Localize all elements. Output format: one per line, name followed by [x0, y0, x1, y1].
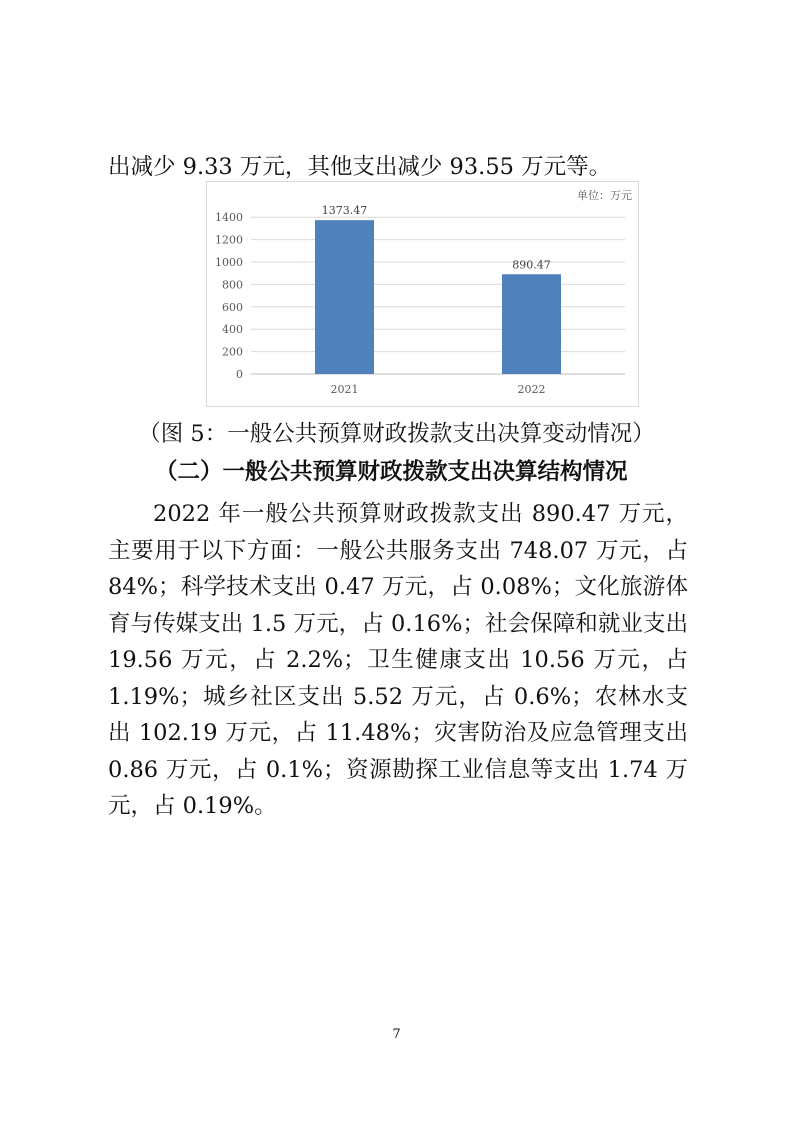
figure-caption: （图 5：一般公共预算财政拨款支出决算变动情况） — [138, 421, 655, 447]
y-tick-label: 600 — [222, 300, 243, 314]
page-number: 7 — [392, 1027, 401, 1042]
unit-label: 单位：万元 — [577, 189, 632, 202]
y-tick-label: 400 — [222, 323, 243, 337]
y-tick-label: 0 — [236, 368, 243, 381]
continuation-paragraph: 出减少 9.33 万元，其他支出减少 93.55 万元等。 — [108, 154, 612, 180]
bar — [315, 220, 374, 374]
bar-chart — [206, 181, 639, 407]
section-heading: （二）一般公共预算财政拨款支出决算结构情况 — [155, 459, 628, 485]
y-tick-label: 1200 — [215, 233, 243, 247]
data-label: 1373.47 — [321, 204, 368, 218]
x-tick-label: 2022 — [517, 383, 546, 396]
y-tick-label: 1000 — [215, 256, 243, 269]
y-tick-label: 200 — [222, 345, 243, 359]
x-tick-label: 2021 — [330, 383, 359, 396]
main-paragraph: 2022 年一般公共预算财政拨款支出 890.47 万元，主要用于以下方面：一般公共服务支出 748.07 万元，占 84%；科学技术支出 0.47 万元，占 0.08%；文化旅游体育与传媒支出 1.5 万元，占 0.16%；社会保障和就业支出 19.56 万元，占 2.2%；卫生健康支出 10.56 万元，占 1.19%；城乡社区支出 5.52 万元，占 0.6%；农林水支出 102.19 万元，占 11.48%；灾害防治及应急管理支出 0.86 万元，占 0.1%；资源勘探工业信息等支出 1.74 万元，占 0.19%。 — [108, 501, 688, 819]
bar — [502, 274, 561, 374]
y-tick-label: 800 — [222, 278, 243, 292]
bar-chart-svg — [207, 182, 638, 406]
data-label: 890.47 — [512, 258, 551, 272]
y-tick-label: 1400 — [215, 211, 243, 225]
